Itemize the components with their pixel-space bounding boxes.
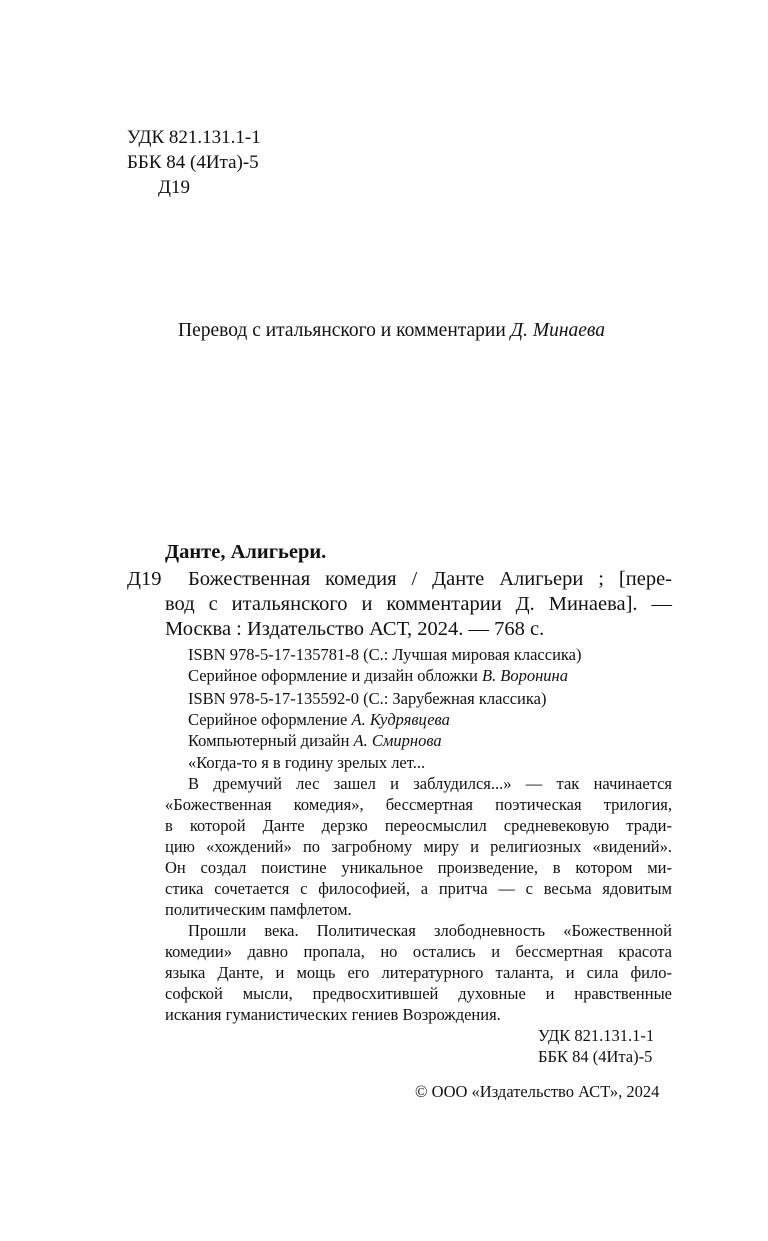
bbk-code: ББК 84 (4Ита)-5 (127, 152, 259, 173)
annotation-line: стика сочетается с философией, а притча — с весьма ядовитым (165, 879, 672, 898)
card-title-text-1: Божественная комедия / Данте Алигьери ; [пере- (188, 568, 672, 590)
translation-credit-prefix: Перевод с итальянского и комментарии (178, 320, 506, 341)
annotation-line: «Божественная комедия», бессмертная поэтическая трилогия, (165, 795, 672, 814)
isbn-1: ISBN 978-5-17-135781-8 (С.: Лучшая мировая классика) (188, 645, 582, 664)
annotation-line: Он создал поистине уникальное произведение, в котором ми- (165, 858, 672, 877)
udk-code: УДК 821.131.1-1 (127, 127, 261, 148)
isbn-2-series-design (188, 709, 450, 730)
annotation-line: языка Данте, и мощь его литературного таланта, и сила фило- (165, 963, 672, 982)
annotation-line: «Когда-то я в годину зрелых лет... (188, 753, 426, 772)
isbn-2: ISBN 978-5-17-135592-0 (С.: Зарубежная классика) (188, 689, 547, 708)
card-author: Данте, Алигьери. (165, 541, 327, 563)
card-bbk: ББК 84 (4Ита)-5 (538, 1047, 653, 1066)
annotation-line: политическим памфлетом. (165, 900, 352, 919)
annotation-line: Прошли века. Политическая злободневность «Божественной (188, 921, 672, 940)
annotation-line: комедии» давно пропала, но остались и бессмертная красота (165, 942, 672, 961)
translator-name: Д. Минаева (510, 320, 605, 341)
card-title-line-1 (188, 566, 672, 593)
annotation-line: цию «хождений» по загробному миру и религиозных «видений». (165, 837, 672, 856)
annotation-line: искания гуманистических гениев Возрождения. (165, 1005, 501, 1024)
card-imprint-line: Москва : Издательство АСТ, 2024. — 768 с. (165, 618, 545, 640)
annotation-line: В дремучий лес зашел и заблудился...» — так начинается (188, 774, 672, 793)
translation-credit (178, 320, 605, 342)
card-udk: УДК 821.131.1-1 (538, 1026, 655, 1045)
isbn-1-design-name: В. Воронина (481, 666, 568, 685)
card-author-sign: Д19 (127, 568, 162, 590)
isbn-1-design-label: Серийное оформление и дизайн обложки (188, 666, 478, 685)
card-title-text-2: вод с итальянского и комментарии Д. Минаева]. — (165, 593, 672, 615)
author-sign: Д19 (158, 177, 190, 198)
isbn-2-computer-design (188, 730, 442, 751)
card-title-line-2 (165, 591, 672, 618)
annotation-line: софской мысли, предвосхитившей духовные и нравственные (165, 984, 672, 1003)
isbn-2-computer-label: Компьютерный дизайн (188, 731, 350, 750)
isbn-2-series-label: Серийное оформление (188, 710, 348, 729)
copyright: © ООО «Издательство АСТ», 2024 (415, 1082, 660, 1101)
isbn-2-computer-name: А. Смирнова (353, 731, 442, 750)
isbn-2-series-name: А. Кудрявцева (351, 710, 450, 729)
annotation-line: в которой Данте дерзко переосмыслил средневековую тради- (165, 816, 672, 835)
isbn-1-design (188, 665, 568, 686)
